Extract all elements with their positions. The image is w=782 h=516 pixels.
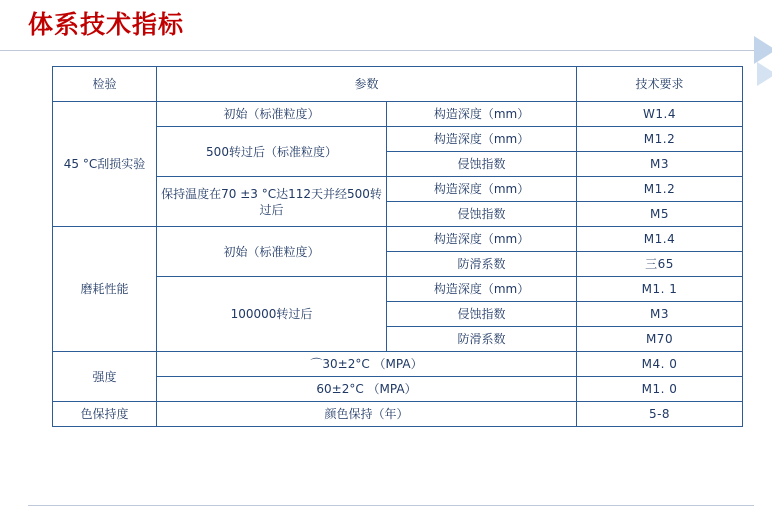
- value-cell: M5: [577, 202, 743, 227]
- subparam-cell: 构造深度（mm）: [387, 227, 577, 252]
- value-cell: 三65: [577, 252, 743, 277]
- param-cell: 保持温度在70 ±3 °C达112天并经500转过后: [157, 177, 387, 227]
- value-cell: 5-8: [577, 402, 743, 427]
- table-row: [53, 352, 743, 377]
- table-row: [53, 177, 743, 202]
- header-parameter: 参数: [157, 67, 577, 102]
- subparam-cell: 构造深度（mm）: [387, 102, 577, 127]
- table-row: [53, 402, 743, 427]
- param-cell: 初始（标准粒度）: [157, 227, 387, 277]
- subparam-cell: 防滑系数: [387, 252, 577, 277]
- value-cell: M1. 1: [577, 277, 743, 302]
- group-label-scratch: 45 °C刮损实验: [53, 102, 157, 227]
- group-label-color: 色保持度: [53, 402, 157, 427]
- table-header-row: [53, 67, 743, 102]
- subparam-cell: 侵蚀指数: [387, 302, 577, 327]
- spec-table-wrapper: [52, 66, 742, 427]
- title-divider: [0, 50, 782, 51]
- param-cell: 100000转过后: [157, 277, 387, 352]
- subparam-cell: 侵蚀指数: [387, 202, 577, 227]
- header-requirement: 技术要求: [577, 67, 743, 102]
- subparam-cell: 构造深度（mm）: [387, 277, 577, 302]
- group-label-wear: 磨耗性能: [53, 227, 157, 352]
- header-inspection: 检验: [53, 67, 157, 102]
- value-cell: M1.2: [577, 177, 743, 202]
- page-title: [28, 8, 428, 48]
- subparam-cell: 构造深度（mm）: [387, 127, 577, 152]
- value-cell: M1. 0: [577, 377, 743, 402]
- subparam-cell: 防滑系数: [387, 327, 577, 352]
- value-cell: M3: [577, 302, 743, 327]
- value-cell: M1.2: [577, 127, 743, 152]
- value-cell: W1.4: [577, 102, 743, 127]
- param-cell: 60±2°C （MPA）: [157, 377, 577, 402]
- table-row: [53, 102, 743, 127]
- table-row: [53, 127, 743, 152]
- table-row: [53, 377, 743, 402]
- param-cell: ⌒30±2°C （MPA）: [157, 352, 577, 377]
- chevron-mask: [772, 30, 782, 90]
- param-cell: 500转过后（标准粒度）: [157, 127, 387, 177]
- subparam-cell: 构造深度（mm）: [387, 177, 577, 202]
- spec-table: [52, 66, 743, 427]
- param-cell: 颜色保持（年）: [157, 402, 577, 427]
- value-cell: M4. 0: [577, 352, 743, 377]
- footer-divider: [28, 505, 754, 506]
- value-cell: M70: [577, 327, 743, 352]
- group-label-strength: 强度: [53, 352, 157, 402]
- page-title-text: 体系技术指标: [28, 10, 185, 39]
- value-cell: M1.4: [577, 227, 743, 252]
- subparam-cell: 侵蚀指数: [387, 152, 577, 177]
- value-cell: M3: [577, 152, 743, 177]
- param-cell: 初始（标准粒度）: [157, 102, 387, 127]
- table-row: [53, 277, 743, 302]
- table-row: [53, 227, 743, 252]
